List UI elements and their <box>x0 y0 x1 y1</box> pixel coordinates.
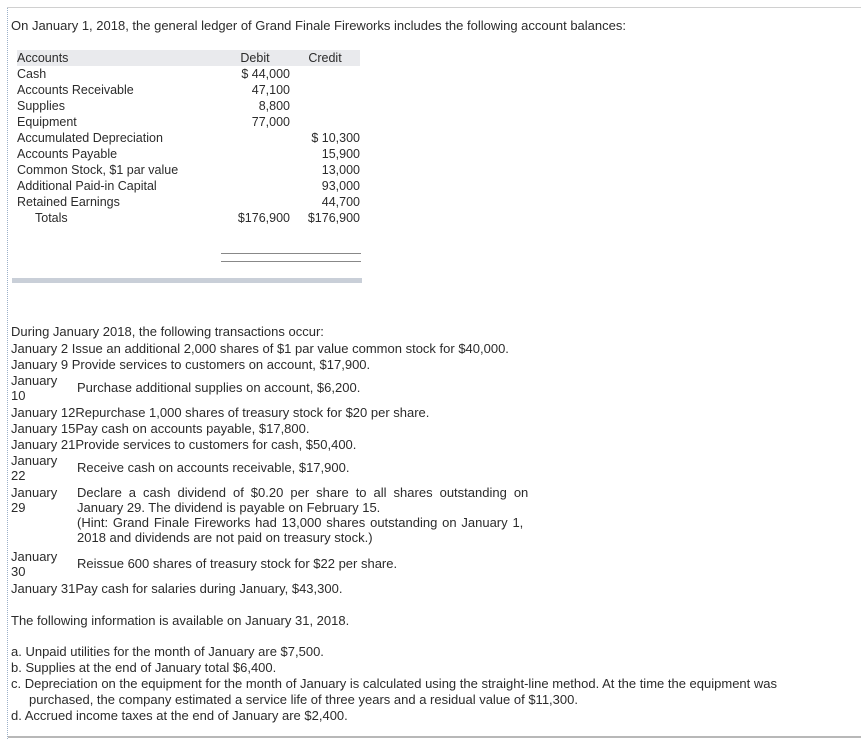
bottom-rule <box>8 736 861 738</box>
transaction-date <box>11 373 71 403</box>
debit-value: $ 44,000 <box>241 67 290 81</box>
transaction-jan-2: January 2 Issue an additional 2,000 shares of $1 par value common stock for $40,000. <box>11 341 509 356</box>
ledger-table <box>17 50 360 226</box>
transactions-intro: During January 2018, the following transactions occur: <box>11 324 324 339</box>
info-item-c: c. Depreciation on the equipment for the month of January is calculated using the straight-line method. At the time the equipment was <box>11 676 777 691</box>
credit-value <box>290 114 360 130</box>
date-month: January <box>11 485 58 500</box>
debit-value <box>220 194 290 210</box>
transaction-line: January 29. The dividend is payable on February 15. <box>77 500 381 515</box>
info-item-a: a. Unpaid utilities for the month of January are $7,500. <box>11 644 324 659</box>
credit-value: 93,000 <box>321 179 360 193</box>
account-name: Common Stock, $1 par value <box>17 163 179 177</box>
debit-value <box>220 146 290 162</box>
double-underline-bottom <box>221 261 361 262</box>
debit-value <box>220 162 290 178</box>
accounts-header: Accounts <box>17 50 220 66</box>
account-name: Cash <box>17 67 47 81</box>
date-month: January <box>11 549 58 564</box>
transaction-date <box>11 549 71 579</box>
totals-debit: $176,900 <box>237 211 290 225</box>
date-day: 30 <box>11 564 26 579</box>
credit-value: $ 10,300 <box>311 131 360 145</box>
double-underline-top <box>221 253 361 254</box>
date-day: 22 <box>11 468 26 483</box>
credit-value <box>290 98 360 114</box>
debit-value: 8,800 <box>258 99 290 113</box>
credit-header: Credit <box>290 50 360 66</box>
account-name: Additional Paid-in Capital <box>17 179 157 193</box>
transaction-jan-12: January 12Repurchase 1,000 shares of treasury stock for $20 per share. <box>11 405 430 420</box>
credit-value: 13,000 <box>321 163 360 177</box>
table-row <box>17 194 360 210</box>
transaction-line: Declare a cash dividend of $0.20 per share to all shares outstanding on <box>77 485 529 500</box>
date-month: January <box>11 373 58 388</box>
debit-value: 77,000 <box>251 115 290 129</box>
account-name: Equipment <box>17 115 77 129</box>
info-item-d: d. Accrued income taxes at the end of January are $2,400. <box>11 708 348 723</box>
transaction-date <box>11 485 71 515</box>
credit-value <box>290 66 360 82</box>
transaction-jan-15: January 15Pay cash on accounts payable, $17,800. <box>11 421 310 436</box>
date-day: 29 <box>11 500 26 515</box>
date-day: 10 <box>11 388 26 403</box>
table-row <box>17 162 360 178</box>
date-month: January <box>11 453 58 468</box>
totals-credit: $176,900 <box>307 211 360 225</box>
transaction-line: 2018 and dividends are not paid on treasury stock.) <box>77 530 373 545</box>
transaction-text: Purchase additional supplies on account, $6,200. <box>77 380 361 395</box>
info-item-c-cont: purchased, the company estimated a service life of three years and a residual value of $11,300. <box>29 692 578 707</box>
ledger-header-row <box>17 50 360 66</box>
credit-value: 44,700 <box>321 195 360 209</box>
transaction-date <box>11 453 71 483</box>
intro-text: On January 1, 2018, the general ledger of Grand Finale Fireworks includes the following account balances: <box>11 18 626 33</box>
debit-value <box>220 130 290 146</box>
account-name: Retained Earnings <box>17 195 120 209</box>
totals-label: Totals <box>35 211 68 225</box>
credit-value: 15,900 <box>321 147 360 161</box>
debit-value: 47,100 <box>251 83 290 97</box>
transaction-jan-21: January 21Provide services to customers for cash, $50,400. <box>11 437 357 452</box>
debit-value <box>220 178 290 194</box>
info-item-b: b. Supplies at the end of January total $6,400. <box>11 660 277 675</box>
credit-value <box>290 82 360 98</box>
table-row <box>17 178 360 194</box>
transaction-text: Reissue 600 shares of treasury stock for $22 per share. <box>77 556 398 571</box>
table-row <box>17 98 360 114</box>
transaction-jan-9: January 9 Provide services to customers on account, $17,900. <box>11 357 371 372</box>
info-intro: The following information is available on January 31, 2018. <box>11 613 350 628</box>
account-name: Accounts Payable <box>17 147 118 161</box>
table-row <box>17 130 360 146</box>
account-name: Accounts Receivable <box>17 83 134 97</box>
account-name: Accumulated Depreciation <box>17 131 163 145</box>
table-row <box>17 82 360 98</box>
transaction-line: (Hint: Grand Finale Fireworks had 13,000 shares outstanding on January 1, <box>77 515 524 530</box>
top-border <box>7 7 861 8</box>
account-name: Supplies <box>17 99 65 113</box>
table-bottom-rule <box>12 278 362 283</box>
totals-row <box>17 210 360 226</box>
table-row <box>17 146 360 162</box>
transaction-text <box>77 485 571 545</box>
table-row <box>17 66 360 82</box>
transaction-text: Receive cash on accounts receivable, $17,900. <box>77 460 350 475</box>
table-row <box>17 114 360 130</box>
transaction-jan-31: January 31Pay cash for salaries during January, $43,300. <box>11 581 343 596</box>
debit-header: Debit <box>220 50 290 66</box>
